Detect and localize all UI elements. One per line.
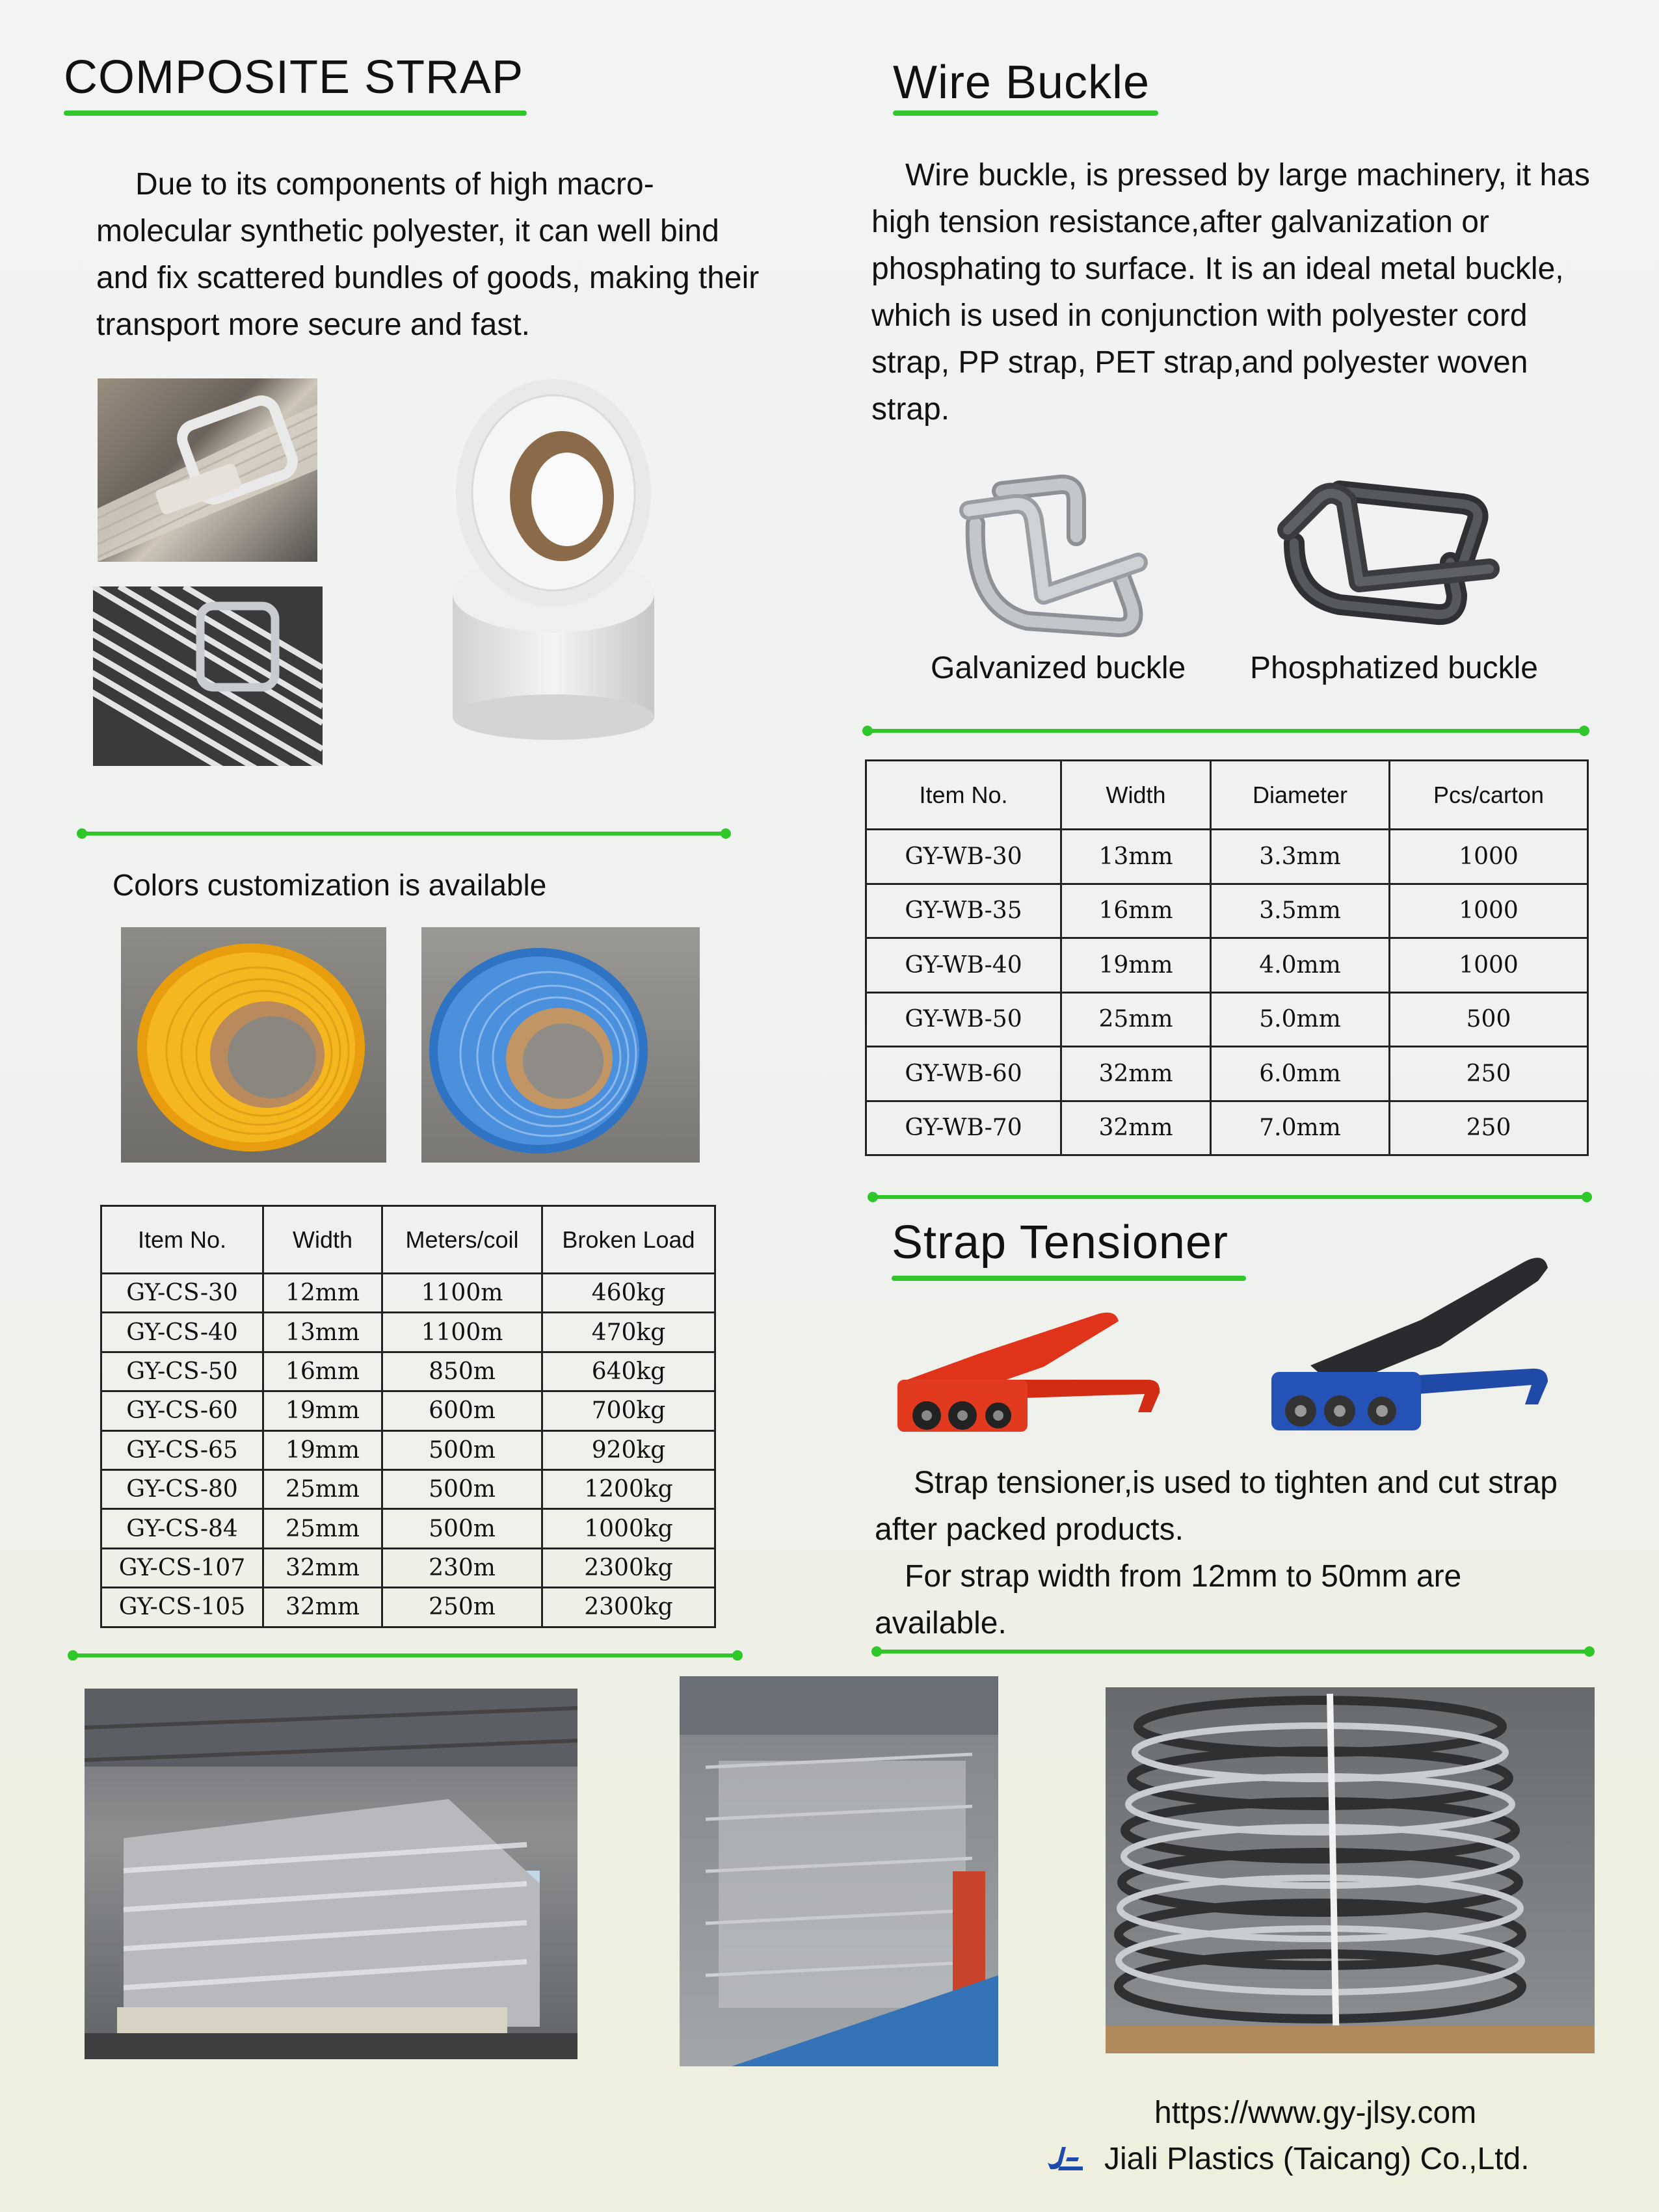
table-cell: 32mm [1061,1101,1211,1155]
table-row [866,1101,1588,1155]
table-cell: 600m [382,1391,542,1430]
phosphatized-buckle-caption: Phosphatized buckle [1250,651,1538,685]
table-cell: 19mm [263,1391,382,1430]
table-row [866,830,1588,884]
table-row [101,1391,715,1430]
company-name: Jiali Plastics (Taicang) Co.,Ltd. [1104,2142,1530,2176]
composite-strap-spec-table [100,1205,716,1628]
red-strap-tensioner-image [881,1282,1167,1450]
table-cell: 1200kg [542,1469,715,1508]
table-header-cell: Broken Load [542,1206,715,1274]
table-cell: GY-CS-40 [101,1313,263,1352]
table-cell: 2300kg [542,1588,715,1627]
table-cell: GY-CS-105 [101,1588,263,1627]
phosphatized-buckle-image [1268,465,1502,640]
table-header-cell: Meters/coil [382,1206,542,1274]
table-cell: GY-CS-107 [101,1548,263,1587]
table-cell: 250 [1390,1101,1588,1155]
buckle-on-strap-photo [98,378,317,562]
table-row [101,1430,715,1469]
table-cell: 1000 [1390,884,1588,938]
table-cell: 500m [382,1469,542,1508]
table-cell: 850m [382,1352,542,1391]
table-cell: 250m [382,1588,542,1627]
table-cell: GY-CS-80 [101,1469,263,1508]
section-divider-right-2 [870,1195,1589,1199]
table-cell: 7.0mm [1211,1101,1390,1155]
table-cell: 25mm [1061,992,1211,1047]
table-cell: 19mm [263,1430,382,1469]
table-row [866,938,1588,993]
table-row [101,1274,715,1313]
table-cell: GY-CS-84 [101,1509,263,1548]
table-cell: 640kg [542,1352,715,1391]
table-cell: 920kg [542,1430,715,1469]
table-cell: GY-WB-30 [866,830,1061,884]
table-row [101,1548,715,1587]
table-cell: 19mm [1061,938,1211,993]
table-header-row [866,761,1588,830]
composite-title-underline [64,111,527,116]
table-cell: 1100m [382,1313,542,1352]
strap-tensioner-title: Strap Tensioner [892,1217,1228,1269]
blue-strap-tensioner-image [1258,1248,1564,1450]
table-cell: GY-CS-65 [101,1430,263,1469]
table-cell: 460kg [542,1274,715,1313]
table-cell: GY-WB-60 [866,1047,1061,1101]
table-cell: 4.0mm [1211,938,1390,993]
wire-buckle-title: Wire Buckle [893,57,1150,109]
buckle-on-white-strap-photo [93,586,323,766]
galvanized-buckle-caption: Galvanized buckle [931,651,1186,685]
table-cell: 2300kg [542,1548,715,1587]
wire-buckle-title-underline [893,111,1158,116]
composite-strap-title: COMPOSITE STRAP [64,51,524,103]
yellow-strap-coil-photo [121,927,386,1163]
table-cell: GY-CS-50 [101,1352,263,1391]
table-cell: 230m [382,1548,542,1587]
table-cell: 32mm [263,1588,382,1627]
table-cell: GY-CS-60 [101,1391,263,1430]
table-row [866,1047,1588,1101]
table-cell: 16mm [1061,884,1211,938]
table-row [101,1313,715,1352]
table-cell: 3.5mm [1211,884,1390,938]
table-cell: 5.0mm [1211,992,1390,1047]
company-website-url[interactable]: https://www.gy-jlsy.com [1154,2096,1477,2130]
colors-customization-note: Colors customization is available [113,868,547,902]
table-cell: GY-WB-40 [866,938,1061,993]
steel-coils-strapped-photo [1106,1687,1595,2053]
section-divider-right-1 [865,729,1587,733]
table-cell: 3.3mm [1211,830,1390,884]
strap-tensioner-title-underline [892,1276,1246,1281]
table-cell: GY-WB-50 [866,992,1061,1047]
table-cell: 1000 [1390,830,1588,884]
section-divider-right-3 [874,1650,1592,1653]
table-header-cell: Width [1061,761,1211,830]
table-cell: 32mm [263,1548,382,1587]
table-header-cell: Diameter [1211,761,1390,830]
table-cell: 13mm [1061,830,1211,884]
galvanized-buckle-image [923,465,1177,647]
table-header-cell: Width [263,1206,382,1274]
table-row [866,884,1588,938]
table-header-row [101,1206,715,1274]
table-cell: 500m [382,1509,542,1548]
wrapped-pallets-warehouse-photo [85,1689,577,2059]
composite-strap-description: Due to its components of high macro-molecular synthetic polyester, it can well bind and fix scattered bundles of goods, making their transport more secure and fast. [96,167,760,342]
section-divider-left-2 [70,1653,740,1657]
table-cell: 500 [1390,992,1588,1047]
table-row [101,1588,715,1627]
table-cell: 1000 [1390,938,1588,993]
table-cell: 25mm [263,1469,382,1508]
table-header-cell: Pcs/carton [1390,761,1588,830]
table-cell: 13mm [263,1313,382,1352]
wire-buckle-description: Wire buckle, is pressed by large machinery, it has high tension resistance,after galvanization or phosphating to surface. It is an ideal metal buckle, which is used in conjunction with polyester cord strap, PP strap, PET strap,and polyester woven strap. [871,158,1590,427]
blue-strap-coil-photo [421,927,700,1163]
wire-buckle-spec-table [865,759,1589,1156]
table-cell: 500m [382,1430,542,1469]
wrapped-frames-photo [680,1676,998,2066]
table-cell: 25mm [263,1509,382,1548]
table-cell: 6.0mm [1211,1047,1390,1101]
table-cell: 250 [1390,1047,1588,1101]
table-cell: 470kg [542,1313,715,1352]
strap-tensioner-description: Strap tensioner,is used to tighten and cut strap after packed products. [875,1466,1558,1547]
table-row [101,1352,715,1391]
section-divider-left-1 [79,832,728,836]
table-cell: 1100m [382,1274,542,1313]
composite-strap-coils-photo [446,369,661,740]
table-cell: 32mm [1061,1047,1211,1101]
table-row [866,992,1588,1047]
table-cell: 12mm [263,1274,382,1313]
strap-tensioner-width-note: For strap width from 12mm to 50mm are available. [875,1559,1462,1640]
table-cell: GY-WB-35 [866,884,1061,938]
table-cell: GY-CS-30 [101,1274,263,1313]
table-header-cell: Item No. [866,761,1061,830]
table-cell: 700kg [542,1391,715,1430]
table-row [101,1469,715,1508]
table-cell: GY-WB-70 [866,1101,1061,1155]
table-cell: 1000kg [542,1509,715,1548]
table-header-cell: Item No. [101,1206,263,1274]
table-row [101,1509,715,1548]
jiali-logo-icon [1044,2143,1085,2174]
table-cell: 16mm [263,1352,382,1391]
